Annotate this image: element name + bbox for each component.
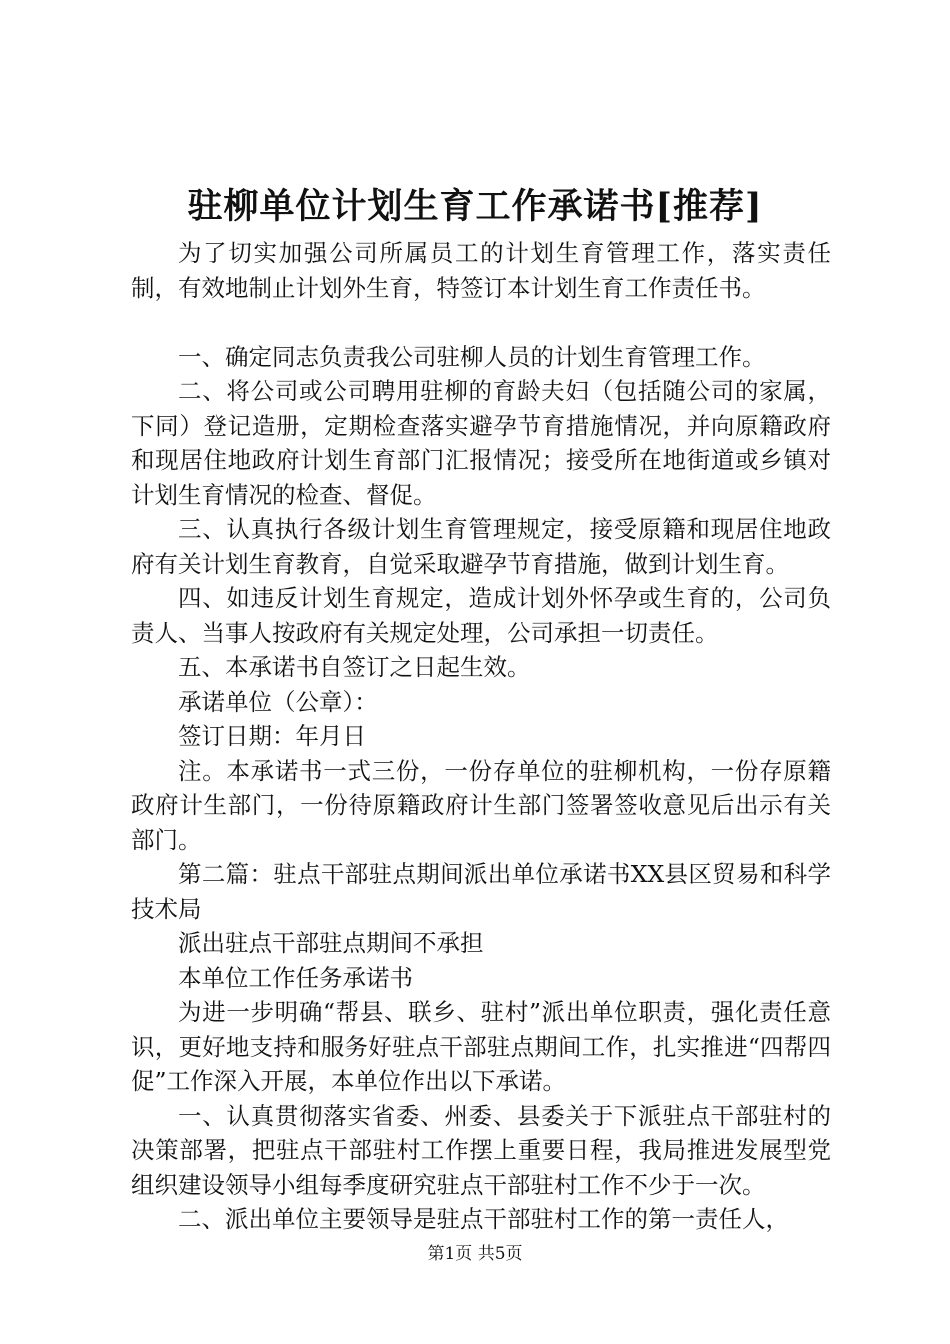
paragraph: 为了切实加强公司所属员工的计划生育管理工作，落实责任制，有效地制止计划外生育，特签订本计划生育工作责任书。 bbox=[131, 239, 831, 302]
paragraph: 二、将公司或公司聘用驻柳的育龄夫妇（包括随公司的家属，下同）登记造册，定期检查落实避孕节育措施情况，并向原籍政府和现居住地政府计划生育部门汇报情况；接受所在地街道或乡镇对计划生育情况的检查、督促。 bbox=[131, 377, 831, 509]
paragraph: 五、本承诺书自签订之日起生效。 bbox=[178, 653, 531, 681]
paragraph: 本单位工作任务承诺书 bbox=[178, 963, 413, 992]
paragraph: 为进一步明确“帮县、联乡、驻村”派出单位职责，强化责任意识，更好地支持和服务好驻点干部驻点期间工作，扎实推进“四帮四促”工作深入开展，本单位作出以下承诺。 bbox=[131, 998, 831, 1095]
paragraph: 注。本承诺书一式三份，一份存单位的驻柳机构，一份存原籍政府计生部门，一份待原籍政府计生部门签署签收意见后出示有关部门。 bbox=[131, 756, 831, 854]
paragraph: 第二篇：驻点干部驻点期间派出单位承诺书XX县区贸易和科学技术局 bbox=[131, 860, 831, 923]
document-title: 驻柳单位计划生育工作承诺书[推荐] bbox=[187, 186, 763, 227]
paragraph: 一、确定同志负责我公司驻柳人员的计划生育管理工作。 bbox=[178, 342, 766, 371]
page-footer: 第1页 共5页 bbox=[427, 1244, 523, 1264]
paragraph: 承诺单位（公章）： bbox=[178, 687, 378, 716]
paragraph: 三、认真执行各级计划生育管理规定，接受原籍和现居住地政府有关计划生育教育，自觉采取避孕节育措施，做到计划生育。 bbox=[131, 515, 831, 578]
paragraph: 四、如违反计划生育规定，造成计划外怀孕或生育的，公司负责人、当事人按政府有关规定处理，公司承担一切责任。 bbox=[131, 584, 831, 647]
paragraph: 派出驻点干部驻点期间不承担 bbox=[178, 929, 484, 957]
paragraph: 一、认真贯彻落实省委、州委、县委关于下派驻点干部驻村的决策部署，把驻点干部驻村工作摆上重要日程，我局推进发展型党组织建设领导小组每季度研究驻点干部驻村工作不少于一次。 bbox=[131, 1101, 831, 1199]
paragraph: 二、派出单位主要领导是驻点干部驻村工作的第一责任人， bbox=[178, 1205, 789, 1233]
paragraph: 签订日期：年月日 bbox=[178, 722, 366, 750]
document-body bbox=[131, 236, 831, 1237]
